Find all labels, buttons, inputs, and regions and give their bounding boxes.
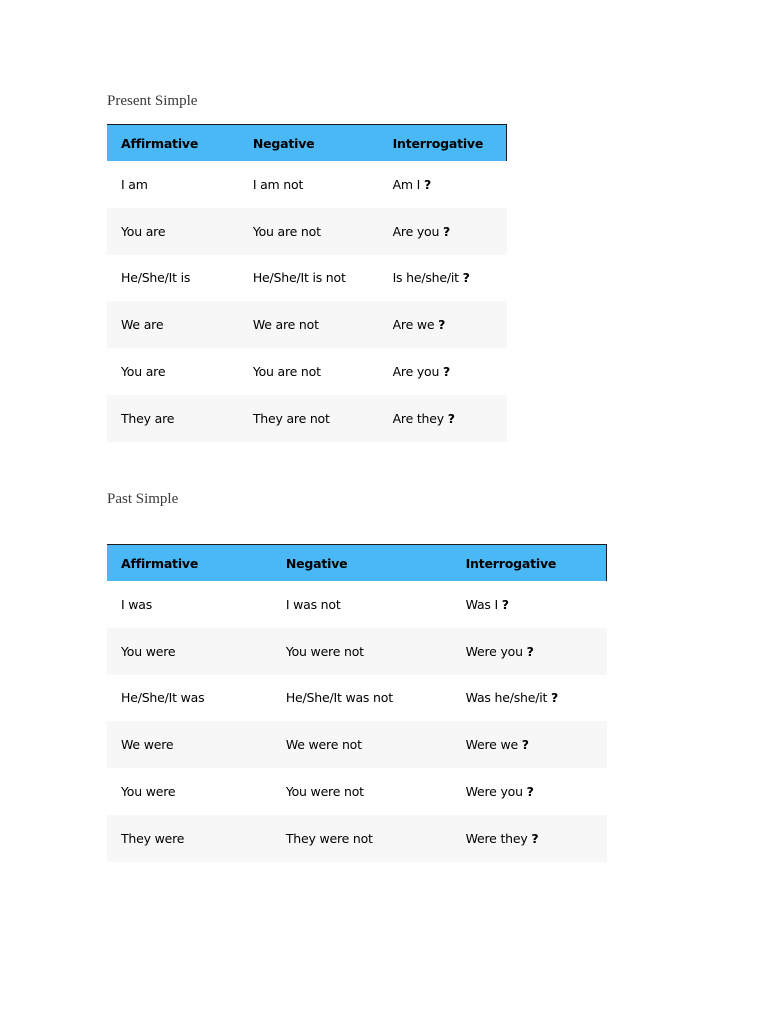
interrogative-text: Are they xyxy=(392,410,444,426)
table-row xyxy=(107,348,507,395)
interrogative-text: Are you xyxy=(392,364,440,380)
interrogative-text: Were you xyxy=(465,643,523,659)
cell-interrogative xyxy=(379,301,507,348)
header-interrogative: Interrogative xyxy=(452,545,607,582)
cell-negative: They are not xyxy=(239,395,379,442)
interrogative-text: Are we xyxy=(392,317,435,333)
cell-affirmative: He/She/It is xyxy=(121,270,191,286)
past-simple-title: Past Simple xyxy=(107,491,179,507)
table-row xyxy=(107,581,607,628)
question-mark: ? xyxy=(531,830,539,846)
cell-negative: We are not xyxy=(239,301,379,348)
table-row xyxy=(107,395,507,442)
table-row xyxy=(107,815,607,862)
question-mark: ? xyxy=(462,270,470,286)
table-row xyxy=(107,721,607,768)
cell-negative: He/She/It is not xyxy=(252,270,346,286)
cell-negative: He/She/It was not xyxy=(285,690,393,706)
cell-negative: You were not xyxy=(272,628,452,675)
present-simple-title: Present Simple xyxy=(107,93,198,109)
cell-interrogative xyxy=(452,628,607,675)
table-row xyxy=(107,255,507,302)
table-row xyxy=(107,161,507,208)
question-mark: ? xyxy=(447,410,455,426)
table-row xyxy=(107,675,607,722)
cell-affirmative: You were xyxy=(107,628,272,675)
cell-interrogative xyxy=(379,395,507,442)
cell-interrogative xyxy=(452,581,607,628)
cell-interrogative xyxy=(379,208,507,255)
question-mark: ? xyxy=(438,317,446,333)
cell-interrogative xyxy=(379,348,507,395)
cell-affirmative: They are xyxy=(107,395,239,442)
table-row xyxy=(107,301,507,348)
cell-interrogative xyxy=(379,161,507,208)
question-mark: ? xyxy=(526,784,534,800)
cell-negative: You were not xyxy=(285,784,364,800)
question-mark: ? xyxy=(521,737,529,753)
header-interrogative: Interrogative xyxy=(379,125,507,162)
question-mark: ? xyxy=(526,643,534,659)
header-negative: Negative xyxy=(272,545,452,582)
cell-negative: I was not xyxy=(285,596,341,612)
question-mark: ? xyxy=(551,690,559,706)
table-header-row xyxy=(107,545,607,582)
cell-interrogative xyxy=(452,768,607,815)
cell-negative: They were not xyxy=(272,815,452,862)
cell-negative: You are not xyxy=(239,208,379,255)
cell-affirmative: I am xyxy=(121,176,148,192)
interrogative-text: Am I xyxy=(392,176,421,192)
cell-interrogative xyxy=(452,721,607,768)
cell-negative: We were not xyxy=(272,721,452,768)
table-header-row xyxy=(107,125,507,162)
header-negative: Negative xyxy=(239,125,379,162)
interrogative-text: Were we xyxy=(465,737,518,753)
interrogative-text: Is he/she/it xyxy=(392,270,459,286)
cell-affirmative: He/She/It was xyxy=(121,690,205,706)
cell-affirmative: We are xyxy=(107,301,239,348)
header-affirmative: Affirmative xyxy=(107,545,272,582)
cell-affirmative: I was xyxy=(121,596,153,612)
question-mark: ? xyxy=(443,223,451,239)
interrogative-text: Were they xyxy=(465,830,528,846)
table-row xyxy=(107,768,607,815)
interrogative-text: Were you xyxy=(465,784,523,800)
table-row xyxy=(107,208,507,255)
cell-interrogative xyxy=(452,675,607,722)
interrogative-text: Are you xyxy=(392,223,440,239)
cell-affirmative: They were xyxy=(107,815,272,862)
cell-affirmative: You are xyxy=(121,364,166,380)
cell-negative: You are not xyxy=(252,364,321,380)
question-mark: ? xyxy=(501,596,509,612)
cell-affirmative: We were xyxy=(107,721,272,768)
table-row xyxy=(107,628,607,675)
present-simple-table xyxy=(107,124,507,442)
cell-interrogative xyxy=(379,255,507,302)
interrogative-text: Was he/she/it xyxy=(465,690,548,706)
cell-affirmative: You were xyxy=(121,784,176,800)
interrogative-text: Was I xyxy=(465,596,498,612)
question-mark: ? xyxy=(423,176,431,192)
cell-negative: I am not xyxy=(252,176,304,192)
past-simple-table xyxy=(107,544,607,862)
cell-interrogative xyxy=(452,815,607,862)
cell-affirmative: You are xyxy=(107,208,239,255)
question-mark: ? xyxy=(443,364,451,380)
header-affirmative: Affirmative xyxy=(107,125,239,162)
